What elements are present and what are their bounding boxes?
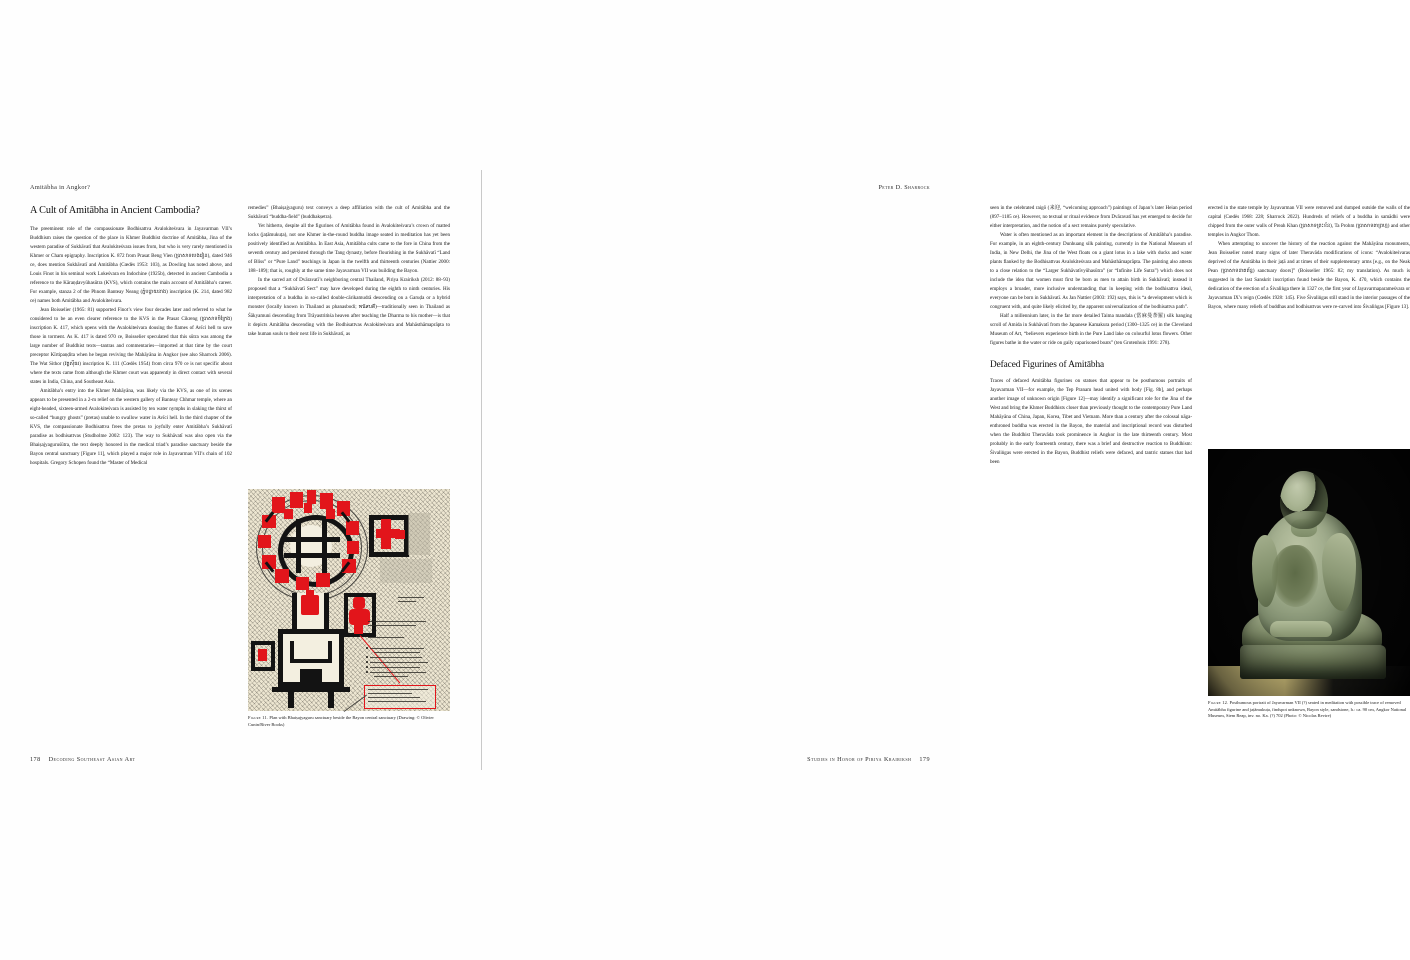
right-page	[480, 0, 1410, 960]
paragraph: Jean Boisselier (1965: 81) supported Finot’s view four decades later and referred to what he considered to be an even clearer reference to the KVS in the Prasat Cikreng (ប្រាសាទចិក្រែង) inscription K. 417, which opens with the Avalokiteśvara dousing the flames of Avīci hell to save those in torment. As K. 417 is dated 970 ce, Boisselier speculated that this sūtra was among the large number of Buddhist texts—tantras and commentaries—imported at that time by the court preceptor Kīrtipaṇḍita when he began reviving the Mahāyāna in Angkor (see also Sharrock 2006). The Wat Sithor (វត្តស៊ីធរ) inscription K. 111 (Cœdès 1954) from circa 970 ce is not specific about where the texts came from although the Khmer court was apparently in direct contact with several states in India, China, and Southeast Asia.	[30, 307, 232, 385]
folio-right-number: 179	[919, 756, 930, 763]
folio-right-text: Studies in Honor of Piriya Krairiksh	[807, 756, 912, 763]
left-page-column-1	[30, 204, 232, 468]
paragraph: Half a millennium later, in the far more detailed Taima mandala (當麻曼荼羅) silk hanging scroll of Amida in Sukhāvatī from the Japanese Kamakura period (1300–1325 ce) in the Cleveland Museum of Art, “believers experience birth in the Pure Land lake on colourful lotus flowers. Other figures bathe in the water or ride on gaily caparisoned boats” (ten Grotenhuis 1991: 278).	[990, 313, 1192, 346]
figure-11-caption-text: Plan with Bhaiṣajyaguru sanctuary beside the Bayon central sanctuary (Drawing: © Olivier Cunin/River Books)	[248, 715, 434, 727]
figure-11-label: Figure 11.	[248, 715, 269, 720]
paragraph: Traces of defaced Amitābha figurines on statues that appear to be posthumous portraits of Jayavarman VII—for example, the Tep Pranam head united with body [Fig. 8b], and perhaps another image of unknown origin [Figure 12]—may identify a significant role for the Jina of the West and bring the Khmer Buddhists closer than previously thought to the contemporary Pure Land Mahāyāna of China, Japan, Korea, Tibet and Vietnam. More than a century after the colossal nāga-enthroned buddha was erected in the Bayon, the material and inscriptional record was disturbed when the Buddhist Theravāda took prominence in Angkor in the late thirteenth century. Most probably in the early fourteenth century, there was a brief and destructive reaction to Buddhism: Śivaliṅgas were erected in the Bayon, Buddhist reliefs were defaced, and tantric statues that had been	[990, 378, 1192, 465]
folio-left-number: 178	[30, 756, 41, 763]
paragraph: remedies” (Bhaiṣajyaguru) text conveys a deep affiliation with the cult of Amitābha and the Sukhāvatī “buddha-field” (buddhakṣetra).	[248, 205, 450, 220]
article-title: A Cult of Amitābha in Ancient Cambodia?	[30, 205, 200, 216]
figure-11	[248, 489, 450, 728]
paragraph: Yet hitherto, despite all the figurines of Amitābha found in Avalokiteśvara’s crown of matted locks (jaṭāmukuṭa), not one Khmer in-the-round buddha image seated in meditation has yet been positively identified as Amitābha. In East Asia, Amitābha cults came to the fore in China from the seventh century and persisted through the Tang dynasty, before flourishing in the Sukhāvatī “Land of Bliss” or “Pure Land” teachings in Japan in the twelfth and thirteenth centuries (Nattier 2000: 188–189); that is, roughly at the same time Jayavarman VII was building the Bayon.	[248, 223, 450, 274]
paragraph: The preeminent role of the compassionate Bodhisattva Avalokiteśvara in Jayavarman VII’s Buddhism raises the question of the place in Khmer Buddhist doctrine of Amitābha, Jina of the western paradise of Sukhāvatī that Avalokiteśvara issues from, but who is very rarely mentioned in Khmer or Cham epigraphy. Inscription K. 872 from Prasat Beng Vien (ប្រាសាទបេងវៀន), dated 946 ce, does mention Sukhāvatī and Amitābha (Cœdès 1953: 103), as Dowling has noted above, and Louis Finot in his seminal work Lokeśvara en Indochine (1925b), detected in ancient Cambodia a reference to the Kāraṇḍavyūhasūtra (KVS), which contains the main account of Amitābha’s career. For example, stanza 2 of the Phnom Banteay Neang (ភ្នំបន្ទាយនាង) inscription (K. 214, dated 982 ce) names both Amitābha and Avalokiteśvara.	[30, 226, 232, 304]
right-page-column-1	[990, 204, 1192, 467]
figure-12-label: Figure 12.	[1208, 700, 1229, 705]
folio-right	[807, 756, 930, 763]
paragraph: In the sacred art of Dvāravatī’s neighboring central Thailand, Piriya Krairiksh (2012: 88–93) proposed that a “Sukhāvatī Sect” may have developed during the eighth to ninth centuries. His interpretation of a buddha in so-called double-cārikamudrā descending on a Garuḍa or a hybrid monster (locally known in Thailand as phanasbodi; พนัสบดี)—traditionally seen in Thailand as Śākyamuni descending from Trāyastriṁśa heaven after teaching the Dharma to his mother—is that it depicts Amitābha descending with the Bodhisattvas Avalokiteśvara and Mahāsthāmaprāpta to take human souls to their next life in Sukhāvatī, as	[248, 277, 450, 337]
paragraph: seen in the celebrated raigō (来迎, “welcoming approach”) paintings of Japan’s later Heian period (897–1185 ce). However, no textual or ritual evidence from Dvāravatī has yet emerged to decide for either interpretation, and the notion of a sect remains purely speculative.	[990, 205, 1193, 229]
left-page	[0, 0, 480, 960]
figure-11-image	[248, 489, 450, 711]
paragraph: erected in the state temple by Jayavarman VII were removed and dumped outside the walls of the capital (Cœdès 1968: 228; Sharrock 2022). Hundreds of reliefs of a buddha in samādhi were chipped from the outer walls of Preah Khan (ប្រាសាទព្រះខ័ន), Ta Prohm (ប្រាសាទតាព្រហ្ម) and other temples in Angkor Thom.	[1208, 205, 1410, 238]
folio-left	[30, 756, 135, 763]
running-head-left: Amitābha in Angkor?	[30, 184, 91, 191]
running-head-right: Peter D. Sharrock	[878, 184, 930, 191]
section-title: Defaced Figurines of Amitābha	[990, 360, 1105, 370]
right-page-column-2	[1208, 204, 1410, 312]
folio-left-text: Decoding Southeast Asian Art	[48, 756, 136, 763]
left-page-column-2	[248, 204, 450, 339]
figure-11-caption	[248, 715, 450, 728]
paragraph: Water is often mentioned as an important element in the descriptions of Amitābha’s paradise. For example, in an eighth-century Dunhuang silk painting, currently in the National Museum of India, in New Delhi, the Jina of the West floats on a giant lotus in a lake with ducks and water plants flanked by the Bodhisattvas Avalokiteśvara and Mahāsthāmaprāpta. The painting also attests to a close relation to the “Larger Sukhāvatīvyūhasūtra” (or “Infinite Life Sutra”) which does not include the idea that women must first be born as men to attain birth in Sukhāvatī; instead it employs a broader, more inclusive understanding that in keeping with the bodhisattva ideal, everyone can be born in Sukhāvatī. As Jan Nattier (2003: 192) says, this is “a development which is congruent with, and quite likely elicited by, the apparent universalization of the bodhisattva path”.	[990, 232, 1192, 310]
figure-12-caption-text: Posthumous portrait of Jayavarman VII (?) seated in meditation with possible trace of removed Amitābha figurine and jaṭāmukuṭa, findspot unknown, Bayon style, sandstone, h.: ca. 90 cm, Angkor National Museum, Siem Reap, inv. no. Ka. (?) 702 (Photo: © Nicolas Revire)	[1208, 700, 1407, 719]
paragraph: When attempting to uncover the history of the reaction against the Mahāyāna monuments, Jean Boisselier noted many signs of later Theravāda modifications of icons: “Avalokiteśvaras deprived of the Amitābha in their jaṭā and at times of their supplementary arms [e.g., on the Neak Pean (ប្រាសាទនាគព័ន្ធ) sanctuary doors]” (Boisselier 1965: 82; my translation). As much is suggested in the last Sanskrit inscription found beside the Bayon, K. 470, which contains the dedication of the erection of a Śivaliṅga there in 1327 ce, the first year of Jayavarmaparameśvara or Jayavarman IX’s reign (Cœdès 1928: 145). Five Śivaliṅgas still stand in the interior passages of the Bayon, where many reliefs of buddhas and bodhisattvas were re-carved into Śivaliṅgas [Figure 13].	[1208, 241, 1410, 310]
figure-12-caption	[1208, 700, 1410, 720]
figure-12-image	[1208, 449, 1410, 696]
paragraph: Amitābha’s entry into the Khmer Mahāyāna, was likely via the KVS, as one of its scenes appears to be presented in a 2-m relief on the western gallery of Banteay Chhmar temple, where an eight-headed, sixteen-armed Avalokiteśvara is assisted by ten water nymphs in slaking the thirst of so-called “hungry ghosts” (pretas) unable to swallow water in Avīci hell. In the third chapter of the KVS, the compassionate Bodhisattva frees the pretas to joyfully enter Amitābha’s Sukhāvatī paradise as bodhisattvas (Studholme 2002: 123). The way to Sukhāvatī was also open via the Bhaiṣajyaguruśūtra, the text deeply honored in the medical triad’s paradise sanctuary beside the Bayon central sanctuary [Figure 11], which played a major role in Jayavarman VII’s chain of 102 hospitals. Gregory Schopen found the “Master of Medical	[30, 388, 232, 466]
figure-12	[1208, 449, 1410, 720]
page-gutter-divider	[481, 170, 482, 770]
